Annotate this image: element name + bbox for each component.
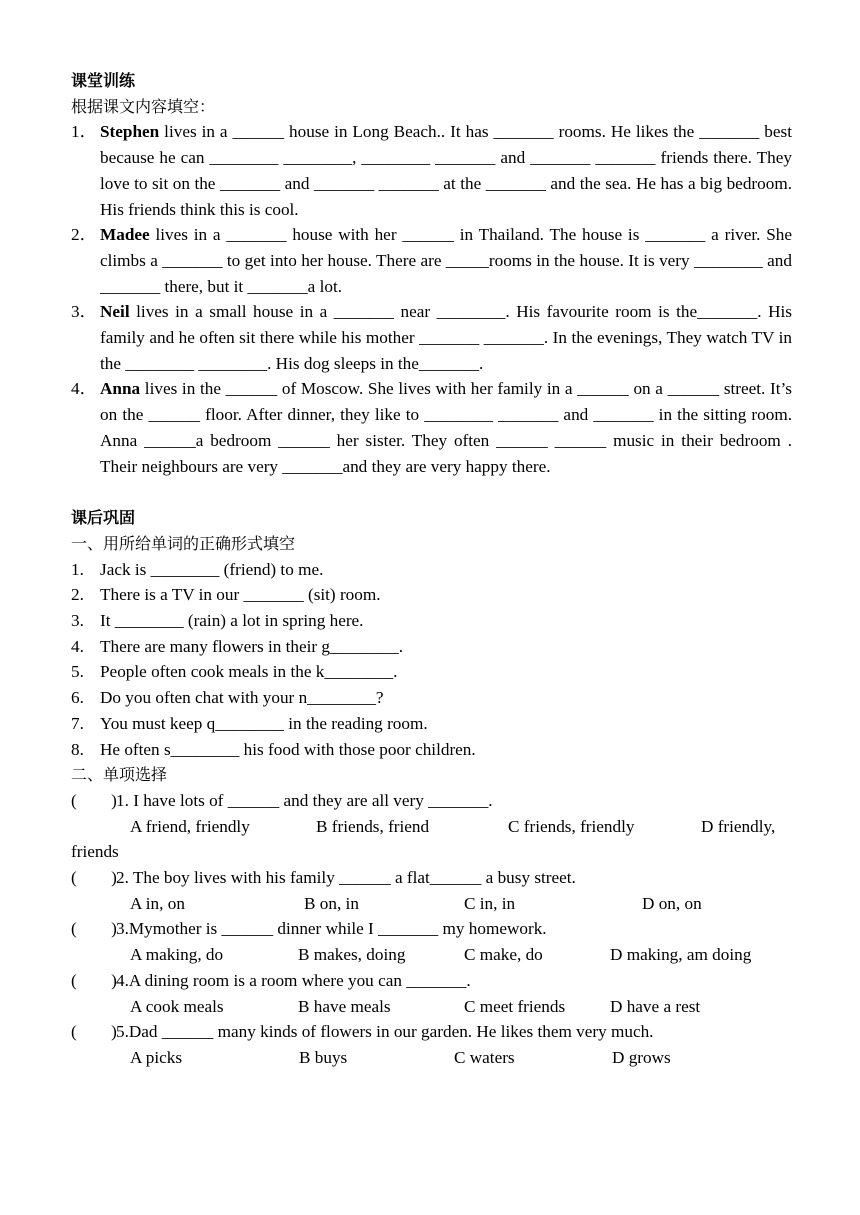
option-a: A picks bbox=[130, 1047, 183, 1067]
exercise-item bbox=[71, 557, 792, 583]
option-c: C waters bbox=[454, 1047, 515, 1067]
section1-instruction: 根据课文内容填空： bbox=[71, 96, 216, 116]
section1-title: 课堂训练 bbox=[71, 71, 136, 90]
answer-blank: ( ) bbox=[71, 919, 117, 939]
option-a: A cook meals bbox=[130, 996, 224, 1016]
option-b: B buys bbox=[299, 1047, 348, 1067]
choice-question-4 bbox=[71, 968, 792, 994]
option-b: B makes, doing bbox=[298, 945, 406, 965]
item-number: 1． bbox=[71, 122, 97, 142]
exercise-text: It ________ (rain) a lot in spring here. bbox=[100, 611, 364, 631]
option-b: B friends, friend bbox=[316, 816, 430, 836]
reading-item-4 bbox=[71, 376, 792, 479]
exercise-item bbox=[71, 634, 792, 660]
item-subject: Madee bbox=[100, 225, 150, 245]
exercise-number: 3. bbox=[71, 611, 84, 631]
exercise-number: 5. bbox=[71, 662, 84, 682]
answer-blank: ( ) bbox=[71, 790, 117, 810]
reading-item-2 bbox=[71, 222, 792, 299]
option-c: C meet friends bbox=[464, 996, 566, 1016]
reading-item-3 bbox=[71, 299, 792, 376]
item-subject: Stephen bbox=[100, 122, 160, 142]
exercise-text: People often cook meals in the k________. bbox=[100, 662, 398, 682]
option-a: A in, on bbox=[130, 893, 185, 913]
item-subject: Anna bbox=[100, 379, 141, 399]
option-d: D grows bbox=[612, 1047, 671, 1067]
exercise-number: 4. bbox=[71, 636, 84, 656]
options-row bbox=[71, 942, 792, 968]
exercise-text: There is a TV in our _______ (sit) room. bbox=[100, 585, 381, 605]
exercise-number: 7. bbox=[71, 713, 84, 733]
item-number: 3． bbox=[71, 302, 97, 322]
answer-blank: ( ) bbox=[71, 1022, 117, 1042]
options-row bbox=[71, 891, 792, 917]
exercise-item bbox=[71, 608, 792, 634]
exercise-text: Jack is ________ (friend) to me. bbox=[100, 559, 324, 579]
choice-question-2 bbox=[71, 865, 792, 891]
exercise-item bbox=[71, 711, 792, 737]
choice-question-3 bbox=[71, 916, 792, 942]
choice-question-5 bbox=[71, 1019, 792, 1045]
answer-blank: ( ) bbox=[71, 868, 117, 888]
question-stem: 3.Mymother is ______ dinner while I _______ my homework. bbox=[116, 919, 547, 939]
option-b: B on, in bbox=[304, 893, 359, 913]
option-c: C friends, friendly bbox=[508, 816, 635, 836]
exercise-item bbox=[71, 582, 792, 608]
section2-title: 课后巩固 bbox=[71, 508, 136, 528]
spacer bbox=[71, 479, 792, 505]
exercise-text: Do you often chat with your n________? bbox=[100, 688, 384, 708]
question-stem: 1. I have lots of ______ and they are all very _______. bbox=[116, 790, 493, 810]
exercise-text: He often s________ his food with those poor children. bbox=[100, 739, 476, 759]
options-row bbox=[71, 814, 792, 840]
item-text: lives in a small house in a _______ near ________. His favourite room is the_______. His family and he often sit there while his mother _______ _______. In the evenings, They watch TV in the ________ ________. His dog sleeps in the_______. bbox=[100, 302, 792, 373]
item-number: 4． bbox=[71, 379, 97, 399]
option-d: D on, on bbox=[642, 893, 702, 913]
option-d: D have a rest bbox=[610, 996, 701, 1016]
option-wrap: friends bbox=[71, 842, 119, 862]
exercise-number: 8. bbox=[71, 739, 84, 759]
option-d: D making, am doing bbox=[610, 945, 752, 965]
exercise-item bbox=[71, 659, 792, 685]
part1-title: 一、用所给单词的正确形式填空 bbox=[71, 533, 296, 553]
question-stem: 2. The boy lives with his family ______ a flat______ a busy street. bbox=[116, 868, 576, 888]
exercise-number: 1. bbox=[71, 559, 84, 579]
item-subject: Neil bbox=[100, 302, 130, 322]
exercise-text: There are many flowers in their g________. bbox=[100, 636, 404, 656]
exercise-text: You must keep q________ in the reading room. bbox=[100, 713, 428, 733]
reading-item-1 bbox=[71, 119, 792, 222]
option-d: D friendly, bbox=[701, 816, 776, 836]
item-text: lives in the ______ of Moscow. She lives with her family in a ______ on a ______ street. It’s on the ______ floor. After dinner, they like to ________ _______ and _______ in the sitting room. Anna ______a bedroom ______ her sister. They often ______ ______ music in their bedroom . Their neighbours are very _______and they are very happy there. bbox=[100, 379, 792, 476]
option-b: B have meals bbox=[298, 996, 391, 1016]
option-a: A making, do bbox=[130, 945, 224, 965]
exercise-item bbox=[71, 685, 792, 711]
item-number: 2． bbox=[71, 225, 97, 245]
exercise-number: 6. bbox=[71, 688, 84, 708]
part2-title: 二、单项选择 bbox=[71, 765, 168, 785]
answer-blank: ( ) bbox=[71, 970, 117, 990]
option-c: C in, in bbox=[464, 893, 516, 913]
choice-question-1 bbox=[71, 788, 792, 814]
item-text: lives in a ______ house in Long Beach.. It has _______ rooms. He likes the _______ best because he can ________ ________, ________ _______ and _______ _______ friends there. They love to sit on the _______ and _______ _______ at the _______ and the sea. He has a big bedroom. His friends think this is cool. bbox=[100, 122, 792, 219]
option-c: C make, do bbox=[464, 945, 543, 965]
options-row bbox=[71, 994, 792, 1020]
exercise-item bbox=[71, 737, 792, 763]
question-stem: 4.A dining room is a room where you can _______. bbox=[116, 970, 471, 990]
option-a: A friend, friendly bbox=[130, 816, 250, 836]
exercise-number: 2. bbox=[71, 585, 84, 605]
question-stem: 5.Dad ______ many kinds of flowers in our garden. He likes them very much. bbox=[116, 1022, 654, 1042]
item-text: lives in a _______ house with her ______ in Thailand. The house is _______ a river. She climbs a _______ to get into her house. There are _____rooms in the house. It is very ________ and _______ there, but it _______a lot. bbox=[100, 225, 792, 296]
worksheet bbox=[71, 68, 792, 1071]
options-row bbox=[71, 1045, 792, 1071]
